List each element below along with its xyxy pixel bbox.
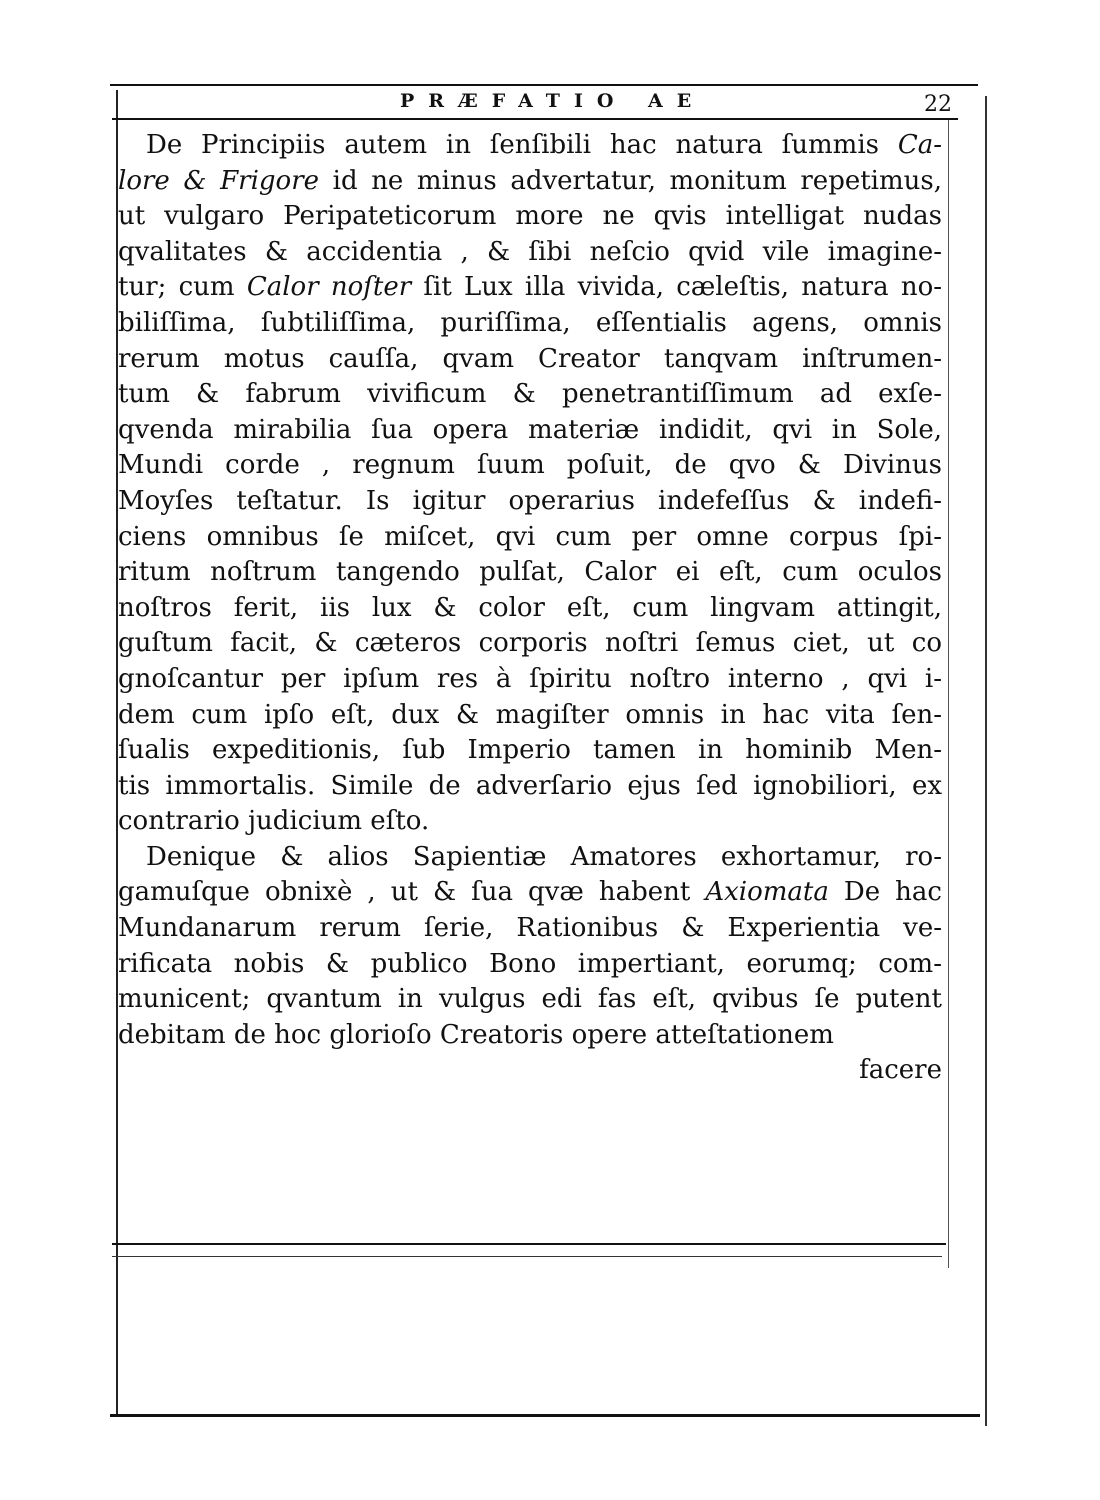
text-run: ritum noſtrum tangendo pulſat, Calor ei eſt, cum oculos bbox=[118, 557, 942, 588]
text-run: Denique & alios Sapientiæ Amatores exhortamur, ro- bbox=[146, 841, 942, 872]
text-line bbox=[118, 804, 942, 840]
frame-top-rule bbox=[110, 84, 978, 86]
text-run: qvalitates & accidentia , & ſibi neſcio qvid vile imagine- bbox=[118, 236, 942, 267]
frame-bottom-rule bbox=[110, 1414, 980, 1417]
text-line bbox=[118, 520, 942, 556]
text-run: rificata nobis & publico Bono impertiant, eorumq; com- bbox=[118, 948, 942, 979]
text-run: De Principiis autem in ſenſibili hac natura ſummis bbox=[146, 130, 898, 160]
text-line bbox=[118, 1018, 942, 1054]
text-run: contrario judicium eſto. bbox=[118, 806, 430, 837]
text-run: ſualis expeditionis, ſub Imperio tamen in hominib Men- bbox=[118, 735, 942, 766]
text-line bbox=[118, 306, 942, 342]
text-line bbox=[118, 591, 942, 627]
text-line bbox=[118, 875, 942, 911]
text-run: ut vulgaro Peripateticorum more ne qvis intelligat nudas bbox=[118, 201, 942, 232]
text-run: rerum motus cauſſa, qvam Creator tanqvam inſtrumen- bbox=[118, 343, 942, 374]
frame-inner-right-rule bbox=[948, 118, 949, 1268]
text-line bbox=[118, 413, 942, 449]
text-line bbox=[118, 199, 942, 235]
text-run: guſtum facit, & cæteros corporis noſtri ſemus ciet, ut co bbox=[118, 628, 942, 659]
text-run: Calor noſter bbox=[246, 272, 412, 303]
text-line bbox=[118, 270, 942, 306]
text-run: noſtros ferit, iis lux & color eſt, cum lingvam attingit, bbox=[118, 592, 942, 623]
text-line bbox=[118, 484, 942, 520]
text-run: qvenda mirabilia ſua opera materiæ indidit, qvi in Sole, bbox=[118, 414, 942, 445]
text-line bbox=[118, 911, 942, 947]
text-line bbox=[118, 128, 942, 164]
text-line bbox=[118, 662, 942, 698]
catchword: facere bbox=[859, 1055, 942, 1086]
frame-right-rule bbox=[985, 96, 987, 1426]
text-run: Mundi corde , regnum ſuum poſuit, de qvo & Divinus bbox=[118, 450, 942, 481]
text-line bbox=[118, 555, 942, 591]
text-run: tis immortalis. Simile de adverſario ejus ſed ignobiliori, ex bbox=[118, 770, 942, 801]
text-run: ſit Lux illa vivida, cæleſtis, natura no- bbox=[411, 272, 942, 303]
page-number: 22 bbox=[924, 92, 952, 117]
text-run: biliſſima, ſubtiliſſima, puriſſima, eſſentialis agens, omnis bbox=[118, 307, 942, 338]
text-line bbox=[118, 947, 942, 983]
text-line bbox=[118, 733, 942, 769]
text-run: Axiomata bbox=[705, 877, 829, 908]
text-run: id ne minus advertatur, monitum repetimus, bbox=[319, 165, 942, 196]
text-line bbox=[118, 840, 942, 876]
text-run: ciens omnibus ſe miſcet, qvi cum per omne corpus ſpi- bbox=[118, 521, 942, 552]
text-run: tum & fabrum vivificum & penetrantiſſimum ad exſe- bbox=[118, 379, 942, 410]
header-rule bbox=[112, 118, 958, 120]
text-line bbox=[118, 448, 942, 484]
text-line bbox=[118, 235, 942, 271]
text-run: municent; qvantum in vulgus edi fas eſt, qvibus ſe putent bbox=[118, 984, 942, 1015]
text-run: De hac bbox=[828, 877, 942, 908]
text-run: lore & Frigore bbox=[118, 165, 320, 196]
text-line bbox=[118, 164, 942, 200]
paragraph-2 bbox=[118, 840, 942, 1054]
text-run: gamuſque obnixè , ut & ſua qvæ habent bbox=[118, 877, 706, 908]
footer-rule-upper bbox=[112, 1243, 946, 1245]
text-run: Moyſes teſtatur. Is igitur operarius indefeſſus & indefi- bbox=[118, 485, 942, 516]
footer-rule-lower bbox=[112, 1256, 942, 1257]
text-run: debitam de hoc glorioſo Creatoris opere atteſtationem bbox=[118, 1019, 834, 1050]
text-run: Ca- bbox=[897, 130, 942, 160]
text-run: gnoſcantur per ipſum res à ſpiritu noſtro interno , qvi i- bbox=[118, 663, 942, 694]
text-line bbox=[118, 377, 942, 413]
paragraph-1 bbox=[118, 128, 942, 840]
text-run: Mundanarum rerum ſerie, Rationibus & Experientia ve- bbox=[118, 913, 942, 944]
text-line bbox=[118, 698, 942, 734]
running-head: PRÆFATIO AE bbox=[400, 90, 706, 112]
text-run: dem cum ipſo eſt, dux & magiſter omnis in hac vita ſen- bbox=[118, 699, 942, 730]
body-text bbox=[118, 128, 942, 1089]
text-line bbox=[118, 342, 942, 378]
text-run: tur; cum bbox=[118, 272, 247, 303]
text-line bbox=[118, 769, 942, 805]
text-line bbox=[118, 982, 942, 1018]
text-line bbox=[118, 626, 942, 662]
